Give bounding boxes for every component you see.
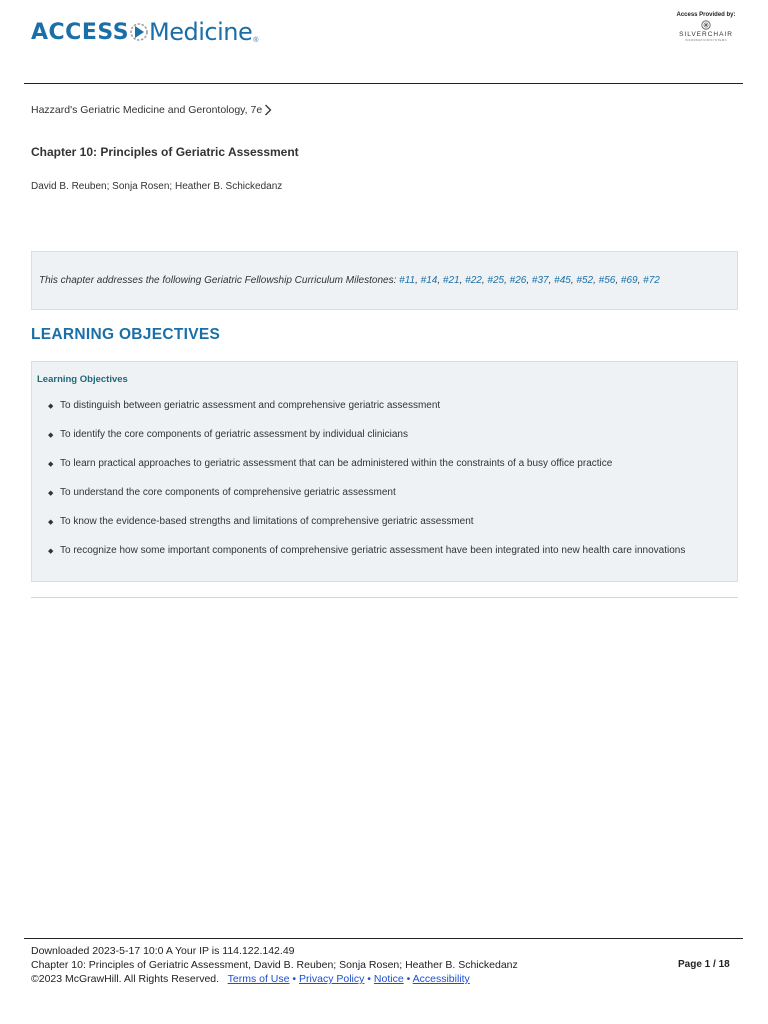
objective-text: To identify the core components of geriatric assessment by individual clinicians bbox=[60, 429, 408, 440]
milestone-link[interactable]: #11 bbox=[399, 275, 416, 286]
milestone-link[interactable]: #26 bbox=[509, 275, 527, 286]
bullet-icon: ◆ bbox=[48, 519, 54, 526]
chevron-right-icon bbox=[264, 104, 272, 116]
learning-objectives-list bbox=[48, 400, 685, 574]
bullet-icon: ◆ bbox=[48, 432, 54, 439]
gear-arrow-icon bbox=[130, 20, 148, 44]
link-separator: • bbox=[406, 973, 411, 985]
silverchair-icon bbox=[701, 20, 711, 30]
download-info: Downloaded 2023-5-17 10:0 A Your IP is 114.122.142.49 bbox=[31, 945, 295, 957]
milestone-link[interactable]: #37 bbox=[531, 275, 549, 286]
link-separator: • bbox=[292, 973, 297, 985]
page-footer bbox=[31, 944, 518, 986]
breadcrumb-book[interactable]: Hazzard's Geriatric Medicine and Gerontology, 7e bbox=[31, 104, 263, 116]
milestone-link[interactable]: #52 bbox=[576, 275, 594, 286]
logo-medicine-text: Medicine bbox=[149, 18, 253, 46]
objective-text: To learn practical approaches to geriatric assessment that can be administered within the constraints of a busy office practice bbox=[60, 458, 613, 469]
footer-links-row bbox=[31, 972, 518, 986]
link-separator: • bbox=[367, 973, 371, 985]
accessibility-link[interactable]: Accessibility bbox=[412, 973, 470, 985]
bullet-icon: ◆ bbox=[48, 403, 54, 410]
milestone-link[interactable]: #56 bbox=[598, 275, 616, 286]
notice-link[interactable]: Notice bbox=[373, 973, 404, 985]
learning-objectives-box-title: Learning Objectives bbox=[37, 374, 128, 385]
list-item bbox=[48, 516, 685, 545]
chapter-title: Chapter 10: Principles of Geriatric Assessment bbox=[31, 145, 299, 159]
milestone-link[interactable]: #72 bbox=[643, 275, 660, 286]
footer-divider bbox=[24, 938, 743, 939]
objective-text: To distinguish between geriatric assessment and comprehensive geriatric assessment bbox=[60, 400, 441, 411]
objective-text: To know the evidence-based strengths and limitations of comprehensive geriatric assessment bbox=[60, 516, 474, 527]
registered-mark: ® bbox=[253, 37, 259, 44]
milestone-link[interactable]: #14 bbox=[420, 275, 438, 286]
bullet-icon: ◆ bbox=[48, 490, 54, 497]
milestone-link[interactable]: #22 bbox=[465, 275, 482, 286]
list-item bbox=[48, 458, 685, 487]
logo-access-text: ACCESS bbox=[31, 19, 130, 45]
milestone-link[interactable]: #69 bbox=[620, 275, 638, 286]
header-divider bbox=[24, 83, 743, 84]
bullet-icon: ◆ bbox=[48, 461, 54, 468]
provider-name: SILVERCHAIR bbox=[679, 31, 733, 38]
copyright: ©2023 McGrawHill. All Rights Reserved. bbox=[31, 973, 220, 985]
milestone-link[interactable]: #25 bbox=[487, 275, 505, 286]
learning-objectives-heading: LEARNING OBJECTIVES bbox=[31, 326, 221, 343]
objective-text: To recognize how some important components of comprehensive geriatric assessment have been integrated into new health care innovations bbox=[60, 545, 686, 556]
list-item bbox=[48, 487, 685, 516]
provided-by-label: Access Provided by: bbox=[676, 12, 736, 18]
list-item bbox=[48, 400, 685, 429]
chapter-authors: David B. Reuben; Sonja Rosen; Heather B. Schickedanz bbox=[31, 181, 283, 192]
privacy-policy-link[interactable]: Privacy Policy bbox=[299, 973, 365, 985]
bullet-icon: ◆ bbox=[48, 548, 54, 555]
milestones-intro: This chapter addresses the following Geriatric Fellowship Curriculum Milestones: bbox=[39, 275, 400, 286]
citation: Chapter 10: Principles of Geriatric Assessment, David B. Reuben; Sonja Rosen; Heather B. Schickedanz bbox=[31, 959, 518, 971]
accessmedicine-logo[interactable] bbox=[31, 14, 258, 50]
learning-objectives-box bbox=[31, 361, 738, 582]
terms-of-use-link[interactable]: Terms of Use bbox=[227, 973, 290, 985]
milestones-box: This chapter addresses the following Geriatric Fellowship Curriculum Milestones: #11, #14, #21, #22, #25, #26, #37, #45, #52, #56, #69, #72 bbox=[31, 251, 738, 310]
provider-subtitle: INFORMATION/SYSTEMS bbox=[685, 38, 727, 42]
breadcrumb[interactable] bbox=[31, 104, 272, 116]
milestone-link[interactable]: #21 bbox=[442, 275, 460, 286]
list-item bbox=[48, 429, 685, 458]
objective-text: To understand the core components of comprehensive geriatric assessment bbox=[60, 487, 396, 498]
section-divider bbox=[31, 597, 738, 598]
access-provider bbox=[670, 12, 742, 42]
page-number: Page 1 / 18 bbox=[678, 959, 730, 970]
milestone-link[interactable]: #45 bbox=[554, 275, 571, 286]
list-item bbox=[48, 545, 685, 574]
